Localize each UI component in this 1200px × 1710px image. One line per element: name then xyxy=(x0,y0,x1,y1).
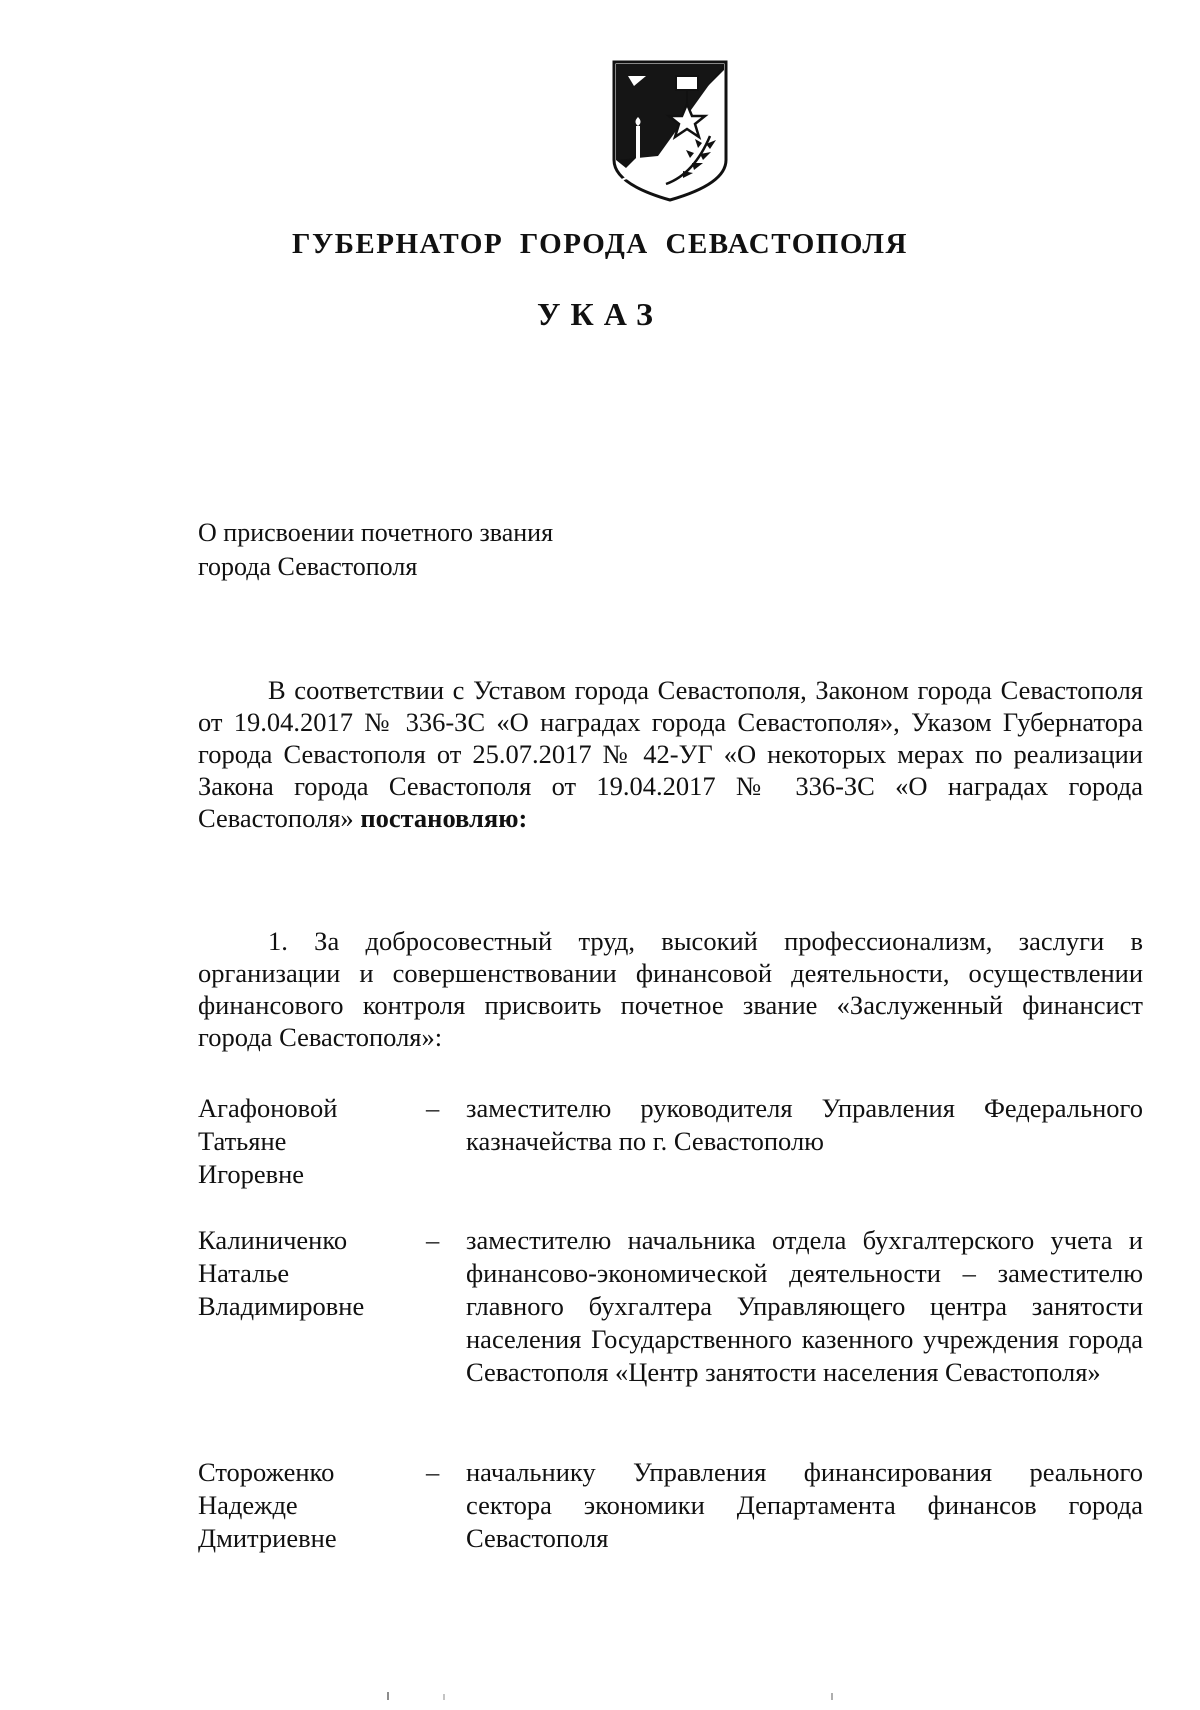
awardee-position: заместителю руководителя Управления Федерального казначейства по г. Севастополю xyxy=(466,1093,1143,1156)
document-type-title: УКАЗ xyxy=(537,296,663,332)
awardee-name xyxy=(198,1092,408,1191)
decree-subject xyxy=(198,516,718,584)
awardee-patronymic: Дмитриевне xyxy=(198,1523,337,1553)
decree-word: постановляю xyxy=(360,803,519,833)
awardee-surname: Агафоновой xyxy=(198,1093,338,1123)
awardee-surname: Стороженко xyxy=(198,1457,335,1487)
awardee-name xyxy=(198,1224,408,1323)
awardee-position: начальнику Управления финансирования реального сектора экономики Департамента финансов города Севастополя xyxy=(466,1457,1143,1553)
awardee-entry xyxy=(198,1224,1143,1424)
issuing-authority: ГУБЕРНАТОР ГОРОДА СЕВАСТОПОЛЯ xyxy=(292,228,908,260)
entry-dash: – xyxy=(426,1093,440,1123)
awardee-entry xyxy=(198,1092,1143,1192)
subject-line-1: О присвоении почетного звания xyxy=(198,518,554,547)
preamble-text: В соответствии с Уставом города Севастополя, Законом города Севастополя от 19.04.2017 № 336-ЗС «О наградах города Севастополя», Указом Губернатора города Севастополя от 25.07.2017 № 42-УГ «О некоторых мерах по реализации Закона города Севастополя от 19.04.2017 № 336-ЗС «О наградах города Севастополя» xyxy=(198,675,1143,833)
awardee-patronymic: Владимировне xyxy=(198,1291,365,1321)
subject-line-2: города Севастополя xyxy=(198,552,418,581)
awardee-entry xyxy=(198,1456,1143,1556)
awardee-first-name: Наталье xyxy=(198,1258,290,1288)
entry-dash: – xyxy=(426,1225,440,1255)
entry-dash: – xyxy=(426,1457,440,1487)
awardee-surname: Калиниченко xyxy=(198,1225,348,1255)
scan-artifact-marks xyxy=(380,1690,900,1702)
awardee-first-name: Надежде xyxy=(198,1490,298,1520)
decree-colon: : xyxy=(518,803,528,833)
sevastopol-coat-of-arms-icon xyxy=(606,56,734,204)
awardee-position: заместителю начальника отдела бухгалтерского учета и финансово-экономической деятельности – заместителю главного бухгалтера Управляющего центра занятости населения Государственного казенного учреждения города Севастополя «Центр занятости населения Севастополя» xyxy=(466,1225,1143,1387)
awardee-patronymic: Игоревне xyxy=(198,1159,305,1189)
awardee-first-name: Татьяне xyxy=(198,1126,287,1156)
awardee-name xyxy=(198,1456,408,1555)
preamble-paragraph xyxy=(198,674,1143,834)
item-1-paragraph: 1. За добросовестный труд, высокий профессионализм, заслуги в организации и совершенствовании финансовой деятельности, осуществлении финансового контроля присвоить почетное звание «Заслуженный финансист города Севастополя»: xyxy=(198,926,1143,1052)
